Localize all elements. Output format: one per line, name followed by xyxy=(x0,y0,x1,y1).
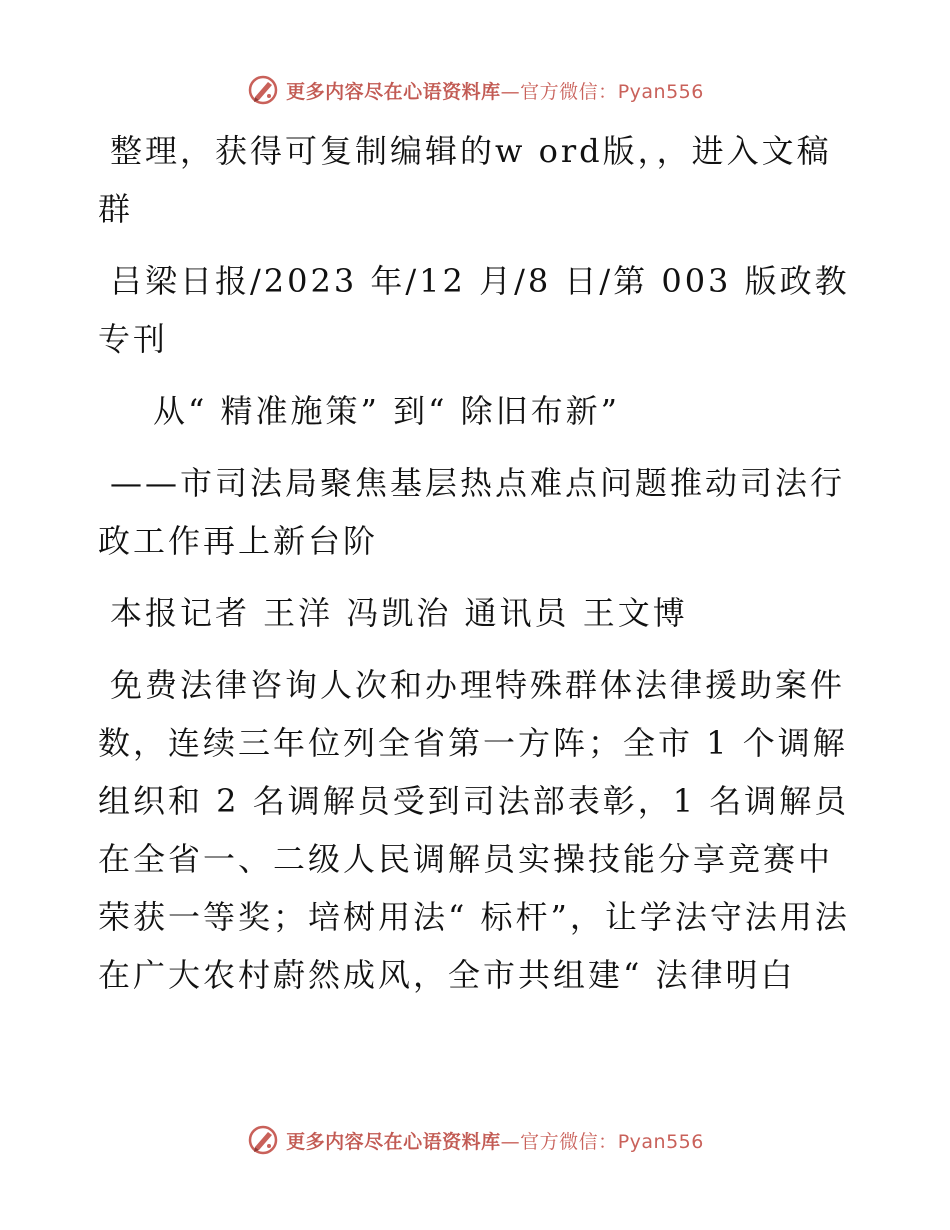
watermark-dash: — xyxy=(500,80,521,103)
watermark-main: 更多内容尽在心语资料库 xyxy=(286,1130,501,1153)
byline: 本报记者 王洋 冯凯治 通讯员 王文博 xyxy=(110,594,688,632)
body-paragraph: 免费法律咨询人次和办理特殊群体法律援助案件数，连续三年位列全省第一方阵；全市 1 个调解组织和 2 名调解员受到司法部表彰，1 名调解员在全省一、二级人民调解员实操技能分享竞赛中荣获一等奖；培树用法“ 标杆”，让学法守法用法在广大农村蔚然成风，全市共组建“ 法律明白 xyxy=(98,666,850,994)
watermark-sub: 官方微信： xyxy=(520,1130,618,1153)
document-body xyxy=(98,122,858,1018)
watermark-sub: 官方微信： xyxy=(520,80,618,103)
pen-logo-icon xyxy=(246,73,280,107)
watermark-dash: — xyxy=(500,1130,521,1153)
watermark-wechat-id: Pyan556 xyxy=(617,1130,704,1153)
intro-line: 整理，获得可复制编辑的w ord版，，进入文稿群 xyxy=(98,132,832,228)
watermark-main: 更多内容尽在心语资料库 xyxy=(286,80,501,103)
article-title: 从“ 精准施策” 到“ 除旧布新” xyxy=(153,392,620,430)
watermark-text xyxy=(286,1127,704,1154)
article-subtitle: ——市司法局聚焦基层热点难点问题推动司法行政工作再上新台阶 xyxy=(98,464,846,560)
watermark-wechat-id: Pyan556 xyxy=(617,80,704,103)
watermark-text xyxy=(286,77,704,104)
source-line: 吕梁日报/2023 年/12 月/8 日/第 003 版政教专刊 xyxy=(98,262,850,358)
watermark-footer xyxy=(0,1120,950,1160)
pen-logo-icon xyxy=(246,1123,280,1157)
watermark-header xyxy=(0,70,950,110)
